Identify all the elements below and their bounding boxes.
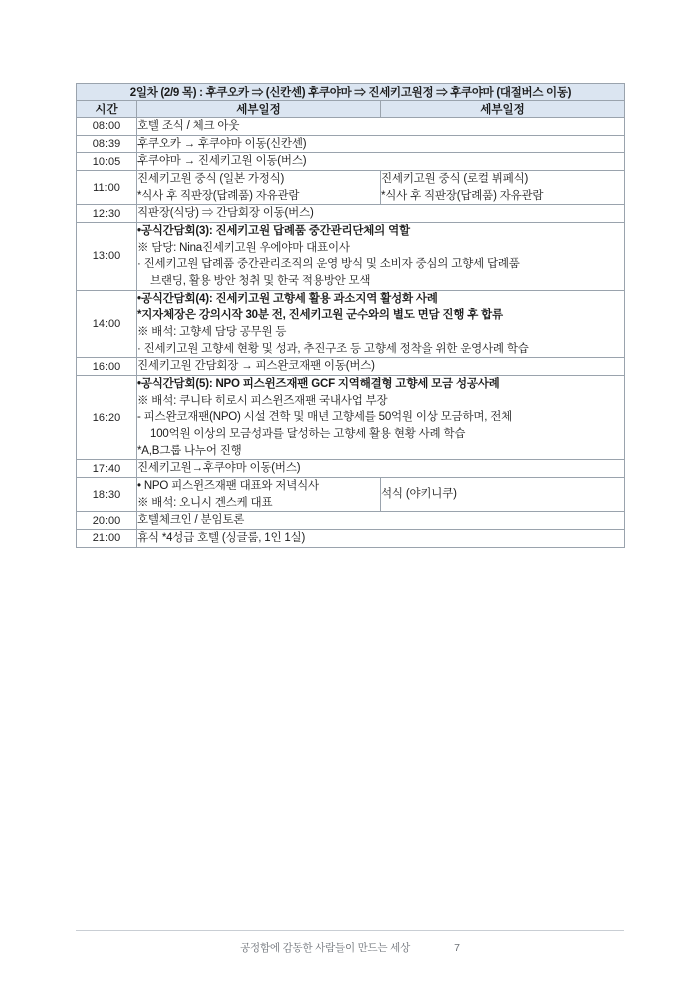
row-detail-full: [137, 376, 625, 460]
table-row: [77, 118, 625, 136]
row-detail-full: [137, 290, 625, 358]
row-detail-full: [137, 205, 625, 223]
row-detail-line: *식사 후 직판장(답례품) 자유관람: [381, 189, 544, 202]
row-time: 17:40: [77, 460, 137, 478]
schedule-table: [76, 83, 625, 548]
row-detail-line: ※ 담당: Nina진세키고원 우에야마 대표이사: [137, 241, 350, 254]
row-detail-line: 호텔 조식 / 체크 아웃: [137, 120, 240, 132]
row-detail-full: [137, 118, 625, 136]
row-time: 14:00: [77, 290, 137, 358]
row-time: 18:30: [77, 478, 137, 512]
table-row: [77, 478, 625, 512]
row-detail-line: 브랜딩, 활용 방안 청취 및 한국 적용방안 모색: [150, 275, 371, 288]
row-detail-full: [137, 358, 625, 376]
row-time: 08:39: [77, 135, 137, 153]
row-detail-line: 휴식 *4성급 호텔 (싱글룸, 1인 1실): [137, 532, 306, 545]
row-detail-full: [137, 460, 625, 478]
row-detail-line: •공식간담회(4): 진세키고원 고향세 활용 과소지역 활성화 사례: [137, 292, 438, 305]
row-time: 16:00: [77, 358, 137, 376]
footer-text: 공정함에 감동한 사람들이 만드는 세상: [240, 942, 411, 954]
schedule-table-body: [77, 84, 625, 548]
table-row: [77, 205, 625, 223]
row-detail-full: [137, 512, 625, 530]
table-row: [77, 358, 625, 376]
row-detail-line: 진세키고원 중식 (로컬 뷔페식): [381, 173, 529, 186]
row-detail-line: ※ 배석: 고향세 담당 공무원 등: [137, 326, 287, 339]
row-detail-full: [137, 153, 625, 171]
column-header-time: 시간: [77, 101, 137, 118]
schedule-title-row: [77, 84, 625, 101]
row-detail-line: 진세키고원→후쿠야마 이동(버스): [137, 462, 301, 475]
table-row: [77, 171, 625, 205]
row-detail-full: [137, 530, 625, 548]
row-detail-a: [137, 171, 381, 205]
page-footer: [76, 930, 624, 955]
row-detail-line: • NPO 피스윈즈재팬 대표와 저녁식사: [137, 480, 319, 493]
table-row: [77, 376, 625, 460]
row-detail-line: •공식간담회(5): NPO 피스윈즈재팬 GCF 지역해결형 고향세 모금 성공사례: [137, 378, 500, 391]
row-detail-line: 후쿠오카 → 후쿠야마 이동(신칸센): [137, 137, 307, 150]
row-detail-line: *A,B그룹 나누어 진행: [137, 444, 242, 457]
row-detail-line: · 진세키고원 고향세 현황 및 성과, 추진구조 등 고향세 정착을 위한 운영사례 학습: [137, 342, 529, 355]
row-detail-line: - 피스완코재팬(NPO) 시설 견학 및 매년 고향세를 50억원 이상 모금하며, 전체: [137, 411, 513, 424]
column-header-detail-a: 세부일정: [137, 101, 381, 118]
row-detail-line: 석식 (야키니쿠): [381, 488, 457, 501]
table-row: [77, 530, 625, 548]
table-row: [77, 460, 625, 478]
row-detail-b: [381, 171, 625, 205]
row-detail-line: 호텔체크인 / 분임토론: [137, 514, 245, 527]
footer-page-number: 7: [454, 941, 460, 954]
row-detail-b: [381, 478, 625, 512]
row-detail-line: · 진세키고원 답례품 중간관리조직의 운영 방식 및 소비자 중심의 고향세 답례품: [137, 258, 520, 271]
row-detail-line: •공식간담회(3): 진세키고원 답례품 중간관리단체의 역할: [137, 225, 410, 238]
table-row: [77, 223, 625, 291]
row-time: 20:00: [77, 512, 137, 530]
row-detail-line: 진세키고원 중식 (일본 가정식): [137, 173, 285, 186]
row-time: 11:00: [77, 171, 137, 205]
row-detail-line: 후쿠야마 → 진세키고원 이동(버스): [137, 155, 307, 168]
column-header-detail-b: 세부일정: [381, 101, 625, 118]
row-detail-line: 100억원 이상의 모금성과를 달성하는 고향세 활용 현황 사례 학습: [150, 428, 466, 441]
row-time: 21:00: [77, 530, 137, 548]
table-row: [77, 153, 625, 171]
table-row: [77, 290, 625, 358]
row-detail-line: ※ 배석: 오니시 겐스케 대표: [137, 496, 273, 509]
row-detail-line: *식사 후 직판장(답례품) 자유관람: [137, 189, 300, 202]
row-detail-line: 진세키고원 간담회장 → 피스완코재팬 이동(버스): [137, 360, 375, 373]
row-detail-full: [137, 135, 625, 153]
row-detail-full: [137, 223, 625, 291]
schedule-header-row: [77, 101, 625, 118]
row-detail-line: ※ 배석: 쿠니타 히로시 피스윈즈재팬 국내사업 부장: [137, 394, 388, 407]
row-time: 08:00: [77, 118, 137, 136]
row-time: 16:20: [77, 376, 137, 460]
table-row: [77, 512, 625, 530]
table-row: [77, 135, 625, 153]
row-time: 10:05: [77, 153, 137, 171]
schedule-title: 2일차 (2/9 목) : 후쿠오카 ⇒ (신칸센) 후쿠야마 ⇒ 진세키고원정 ⇒ 후쿠야마 (대절버스 이동): [77, 84, 625, 101]
row-time: 13:00: [77, 223, 137, 291]
row-detail-line: *지자체장은 강의시작 30분 전, 진세키고원 군수와의 별도 면담 진행 후 합류: [137, 309, 503, 322]
row-time: 12:30: [77, 205, 137, 223]
schedule-table-container: [76, 83, 624, 548]
row-detail-a: [137, 478, 381, 512]
row-detail-line: 직판장(식당) ⇒ 간담회장 이동(버스): [137, 207, 314, 220]
